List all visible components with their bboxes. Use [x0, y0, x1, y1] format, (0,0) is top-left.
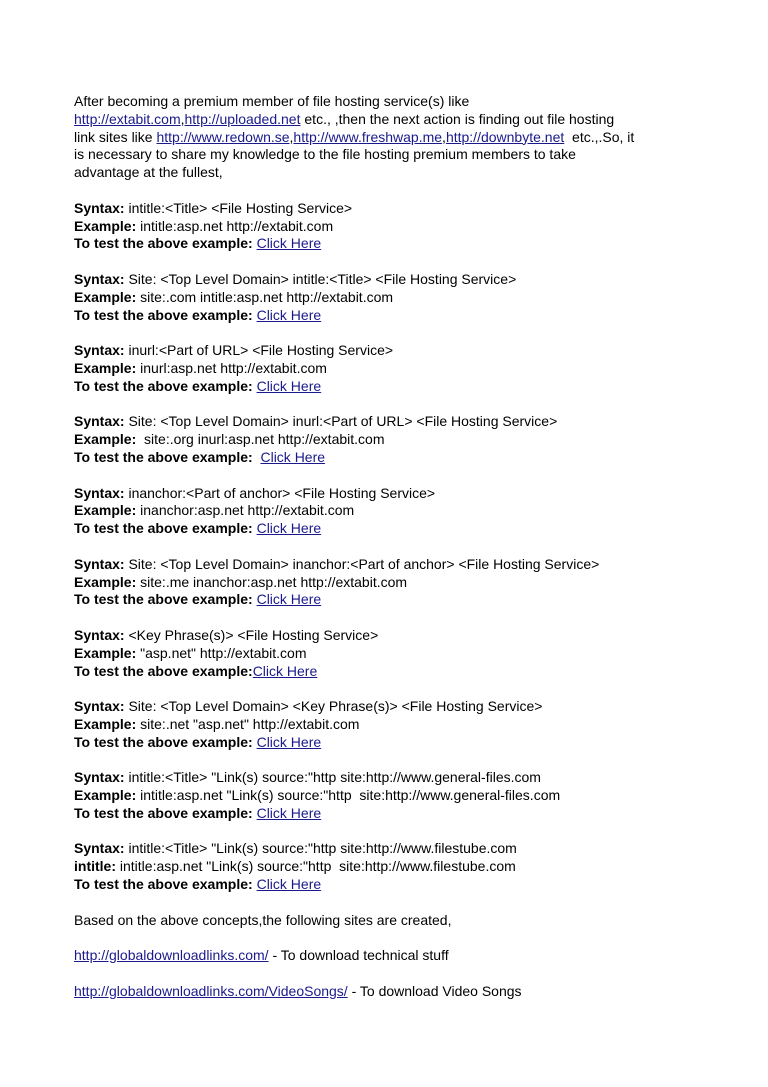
spacer: [74, 965, 714, 983]
syntax-line: [74, 413, 714, 431]
syntax-label: Syntax:: [74, 555, 125, 572]
syntax-text: intitle:<Title> "Link(s) source:"http site:http://www.general-files.com: [124, 769, 541, 786]
test-label: To test the above example:: [74, 448, 253, 465]
uploaded-link[interactable]: http://uploaded.net: [184, 110, 301, 127]
site-2: [74, 983, 714, 1001]
click-here-link[interactable]: Click Here: [256, 377, 322, 394]
example-line: [74, 858, 714, 876]
click-here-link[interactable]: Click Here: [260, 448, 326, 465]
test-label: To test the above example:: [74, 662, 253, 679]
example-label: Example:: [74, 217, 137, 234]
test-line: [74, 591, 714, 609]
example-label: Example:: [74, 644, 137, 661]
intro-line-4: is necessary to share my knowledge to the file hosting premium members to take: [74, 146, 576, 163]
syntax-entry: [74, 200, 714, 253]
syntax-line: [74, 769, 714, 787]
click-here-link[interactable]: Click Here: [256, 520, 322, 537]
test-label: To test the above example:: [74, 804, 253, 821]
syntax-entries: [74, 182, 714, 894]
syntax-line: [74, 840, 714, 858]
spacer: [74, 751, 714, 769]
intro-paragraph: [74, 93, 714, 182]
test-label: To test the above example:: [74, 591, 253, 608]
example-text: intitle:asp.net http://extabit.com: [136, 217, 334, 234]
example-line: [74, 574, 714, 592]
test-label: To test the above example:: [74, 306, 253, 323]
example-text: intitle:asp.net "Link(s) source:"http site:http://www.filestube.com: [116, 858, 516, 875]
intro-line-3-rest: etc.,.So, it: [564, 128, 635, 145]
site-2-link[interactable]: http://globaldownloadlinks.com/VideoSongs/: [74, 982, 348, 999]
downbyte-link[interactable]: http://downbyte.net: [445, 128, 565, 145]
spacer: [74, 467, 714, 485]
spacer: [74, 324, 714, 342]
intro-line-2-rest: etc., ,then the next action is finding out file hosting: [300, 110, 615, 127]
example-line: [74, 716, 714, 734]
spacer: [74, 538, 714, 556]
syntax-entry: [74, 840, 714, 893]
syntax-label: Syntax:: [74, 199, 125, 216]
example-line: [74, 360, 714, 378]
spacer: [74, 929, 714, 947]
syntax-entry: [74, 556, 714, 609]
click-here-link[interactable]: Click Here: [256, 804, 322, 821]
example-line: [74, 787, 714, 805]
intro-comma: ,: [442, 128, 446, 145]
test-label: To test the above example:: [74, 520, 253, 537]
syntax-line: [74, 485, 714, 503]
site-1-description: - To download technical stuff: [268, 947, 449, 964]
example-label: Example:: [74, 573, 137, 590]
click-here-link[interactable]: Click Here: [256, 235, 322, 252]
redown-link[interactable]: http://www.redown.se: [156, 128, 290, 145]
test-line: [74, 235, 714, 253]
syntax-label: Syntax:: [74, 840, 125, 857]
syntax-line: [74, 271, 714, 289]
test-line: [74, 663, 714, 681]
syntax-text: intitle:<Title> <File Hosting Service>: [124, 199, 353, 216]
test-label: To test the above example:: [74, 235, 253, 252]
intro-comma: ,: [180, 110, 185, 127]
example-line: [74, 645, 714, 663]
spacer: [74, 253, 714, 271]
syntax-text: Site: <Top Level Domain> inanchor:<Part of anchor> <File Hosting Service>: [124, 555, 600, 572]
spacer: [74, 680, 714, 698]
test-line: [74, 876, 714, 894]
syntax-entry: [74, 627, 714, 680]
syntax-text: intitle:<Title> "Link(s) source:"http site:http://www.filestube.com: [124, 840, 517, 857]
document-page: [74, 93, 714, 1001]
intro-line-5: advantage at the fullest,: [74, 164, 223, 181]
example-line: [74, 218, 714, 236]
click-here-link[interactable]: Click Here: [256, 876, 322, 893]
syntax-label: Syntax:: [74, 698, 125, 715]
example-label: Example:: [74, 431, 137, 448]
syntax-text: inurl:<Part of URL> <File Hosting Service>: [124, 342, 394, 359]
click-here-link[interactable]: Click Here: [252, 662, 318, 679]
click-here-link[interactable]: Click Here: [256, 306, 322, 323]
syntax-line: [74, 698, 714, 716]
example-text: intitle:asp.net "Link(s) source:"http site:http://www.general-files.com: [136, 787, 561, 804]
example-text: "asp.net" http://extabit.com: [136, 644, 307, 661]
syntax-line: [74, 200, 714, 218]
example-text: inanchor:asp.net http://extabit.com: [136, 502, 355, 519]
click-here-link[interactable]: Click Here: [256, 591, 322, 608]
example-text: site:.com intitle:asp.net http://extabit.com: [136, 288, 394, 305]
syntax-entry: [74, 271, 714, 324]
syntax-entry: [74, 769, 714, 822]
example-text: inurl:asp.net http://extabit.com: [136, 359, 327, 376]
test-line: [74, 805, 714, 823]
test-line: [74, 734, 714, 752]
example-line: [74, 431, 714, 449]
example-label: intitle:: [74, 858, 116, 875]
test-line: [74, 378, 714, 396]
syntax-label: Syntax:: [74, 413, 125, 430]
syntax-label: Syntax:: [74, 342, 125, 359]
site-1-link[interactable]: http://globaldownloadlinks.com/: [74, 947, 269, 964]
syntax-text: inanchor:<Part of anchor> <File Hosting Service>: [124, 484, 436, 501]
test-label: To test the above example:: [74, 377, 253, 394]
example-label: Example:: [74, 288, 137, 305]
spacer: [74, 823, 714, 841]
example-label: Example:: [74, 502, 137, 519]
syntax-label: Syntax:: [74, 769, 125, 786]
syntax-entry: [74, 698, 714, 751]
example-line: [74, 502, 714, 520]
example-text: site:.me inanchor:asp.net http://extabit.com: [136, 573, 408, 590]
syntax-text: <Key Phrase(s)> <File Hosting Service>: [124, 626, 379, 643]
example-line: [74, 289, 714, 307]
extabit-link[interactable]: http://extabit.com: [74, 110, 181, 127]
site-2-description: - To download Video Songs: [347, 982, 522, 999]
test-line: [74, 307, 714, 325]
syntax-label: Syntax:: [74, 626, 125, 643]
syntax-label: Syntax:: [74, 270, 125, 287]
intro-comma: ,: [289, 128, 294, 145]
spacer: [74, 609, 714, 627]
syntax-entry: [74, 342, 714, 395]
example-label: Example:: [74, 359, 137, 376]
test-line: [74, 449, 714, 467]
syntax-label: Syntax:: [74, 484, 125, 501]
test-line: [74, 520, 714, 538]
example-label: Example:: [74, 715, 137, 732]
spacer: [74, 894, 714, 912]
intro-line-2: [74, 111, 714, 129]
syntax-entry: [74, 413, 714, 466]
example-label: Example:: [74, 787, 137, 804]
syntax-text: Site: <Top Level Domain> intitle:<Title> <File Hosting Service>: [124, 270, 517, 287]
spacer: [74, 396, 714, 414]
syntax-line: [74, 342, 714, 360]
concepts-text: Based on the above concepts,the following sites are created,: [74, 911, 452, 928]
syntax-line: [74, 627, 714, 645]
site-1: [74, 947, 714, 965]
test-label: To test the above example:: [74, 733, 253, 750]
test-label: To test the above example:: [74, 876, 253, 893]
intro-line-1: After becoming a premium member of file hosting service(s) like: [74, 93, 470, 109]
click-here-link[interactable]: Click Here: [256, 733, 322, 750]
intro-line-3-prefix: link sites like: [74, 128, 157, 145]
syntax-text: Site: <Top Level Domain> <Key Phrase(s)> <File Hosting Service>: [124, 698, 543, 715]
spacer: [74, 182, 714, 200]
syntax-line: [74, 556, 714, 574]
freshwap-link[interactable]: http://www.freshwap.me: [293, 128, 443, 145]
syntax-text: Site: <Top Level Domain> inurl:<Part of URL> <File Hosting Service>: [124, 413, 558, 430]
syntax-entry: [74, 485, 714, 538]
intro-line-3: [74, 129, 714, 147]
example-text: site:.org inurl:asp.net http://extabit.com: [136, 431, 385, 448]
example-text: site:.net "asp.net" http://extabit.com: [136, 715, 360, 732]
